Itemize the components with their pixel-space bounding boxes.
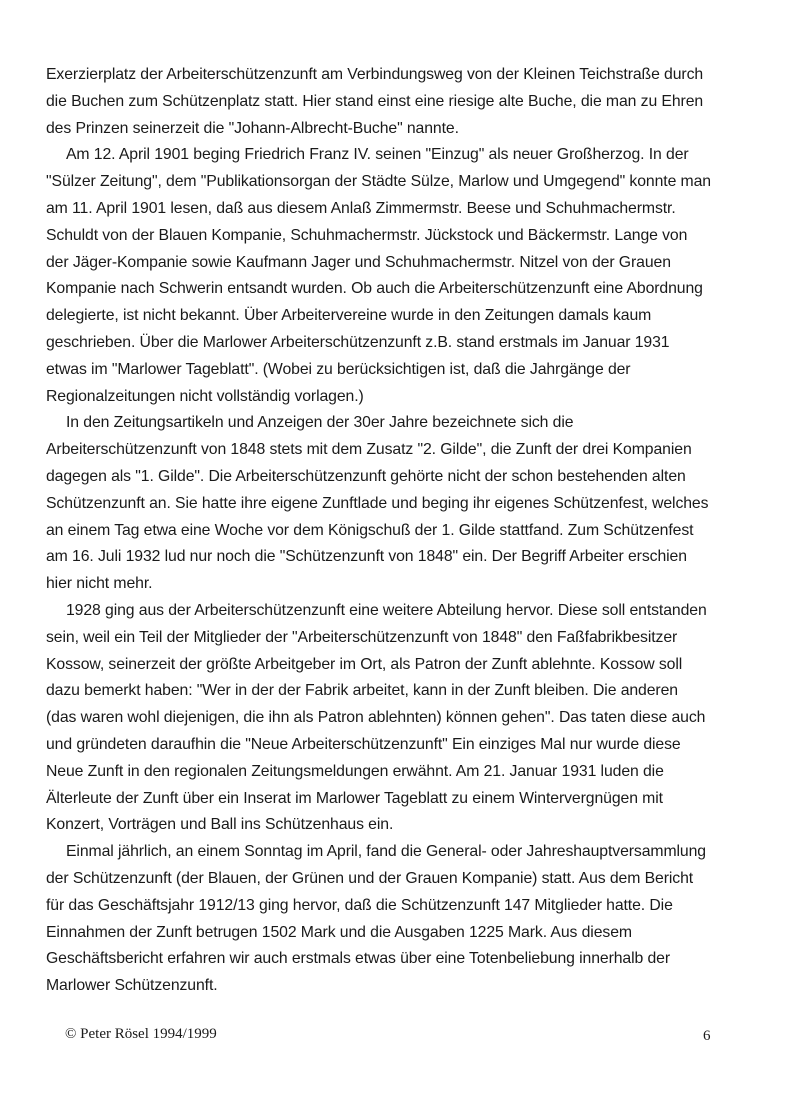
- text-line: geschrieben. Über die Marlower Arbeiterschützenzunft z.B. stand erstmals im Januar 1931: [46, 333, 670, 351]
- paragraph-start-line: Am 12. April 1901 beging Friedrich Franz IV. seinen "Einzug" als neuer Großherzog. In der: [66, 146, 689, 164]
- body-text: [46, 62, 746, 1000]
- text-line: für das Geschäftsjahr 1912/13 ging hervor, daß die Schützenzunft 147 Mitglieder hatte. Die: [46, 896, 673, 914]
- paragraph-start-line: In den Zeitungsartikeln und Anzeigen der 30er Jahre bezeichnete sich die: [66, 414, 574, 432]
- paragraph-start-line: Einmal jährlich, an einem Sonntag im April, fand die General- oder Jahreshauptversammlung: [66, 843, 706, 861]
- text-line: hier nicht mehr.: [46, 575, 153, 593]
- text-line: delegierte, ist nicht bekannt. Über Arbeitervereine wurde in den Zeitungen damals kaum: [46, 307, 652, 325]
- text-line: die Buchen zum Schützenplatz statt. Hier stand einst eine riesige alte Buche, die man zu Ehren: [46, 92, 704, 110]
- text-line: der Jäger-Kompanie sowie Kaufmann Jager und Schuhmachermstr. Nitzel von der Grauen: [46, 253, 671, 271]
- text-line: Konzert, Vorträgen und Ball ins Schützenhaus ein.: [46, 816, 394, 834]
- text-line: dagegen als "1. Gilde". Die Arbeiterschützenzunft gehörte nicht der schon bestehenden alten: [46, 467, 686, 485]
- text-line: Kompanie nach Schwerin entsandt wurden. Ob auch die Arbeiterschützenzunft eine Abordnung: [46, 280, 703, 298]
- text-line: an einem Tag etwa eine Woche vor dem Königschuß der 1. Gilde stattfand. Zum Schützenfest: [46, 521, 694, 539]
- text-line: des Prinzen seinerzeit die "Johann-Albrecht-Buche" nannte.: [46, 119, 459, 137]
- copyright-notice: © Peter Rösel 1994/1999: [65, 1026, 217, 1042]
- text-line: "Sülzer Zeitung", dem "Publikationsorgan der Städte Sülze, Marlow und Umgegend" konnte man: [46, 173, 711, 191]
- text-line: Marlower Schützenzunft.: [46, 977, 218, 995]
- text-line: am 11. April 1901 lesen, daß aus diesem Anlaß Zimmermstr. Beese und Schuhmachermstr.: [46, 199, 676, 217]
- page-number: 6: [703, 1028, 711, 1044]
- text-line: der Schützenzunft (der Blauen, der Grünen und der Grauen Kompanie) statt. Aus dem Bericht: [46, 869, 694, 887]
- text-line: Einnahmen der Zunft betrugen 1502 Mark und die Ausgaben 1225 Mark. Aus diesem: [46, 923, 632, 941]
- paragraph-start-line: 1928 ging aus der Arbeiterschützenzunft eine weitere Abteilung hervor. Diese soll entstanden: [66, 601, 707, 619]
- text-line: Neue Zunft in den regionalen Zeitungsmeldungen erwähnt. Am 21. Januar 1931 luden die: [46, 762, 664, 780]
- text-line: (das waren wohl diejenigen, die ihn als Patron ablehnten) können gehen". Das taten diese auch: [46, 709, 706, 727]
- text-line: Regionalzeitungen nicht vollständig vorlagen.): [46, 387, 364, 405]
- text-line: sein, weil ein Teil der Mitglieder der "Arbeiterschützenzunft von 1848" den Faßfabrikbesitzer: [46, 628, 678, 646]
- text-line: Geschäftsbericht erfahren wir auch erstmals etwas über eine Totenbeliebung innerhalb der: [46, 950, 671, 968]
- text-line: Älterleute der Zunft über ein Inserat im Marlower Tageblatt zu einem Wintervergnügen mit: [46, 789, 663, 807]
- text-line: Exerzierplatz der Arbeiterschützenzunft am Verbindungsweg von der Kleinen Teichstraße durch: [46, 66, 704, 83]
- text-line: Schützenzunft an. Sie hatte ihre eigene Zunftlade und beging ihr eigenes Schützenfest, welches: [46, 494, 709, 512]
- text-line: Arbeiterschützenzunft von 1848 stets mit dem Zusatz "2. Gilde", die Zunft der drei Kompanien: [46, 441, 692, 459]
- text-line: Schuldt von der Blauen Kompanie, Schuhmachermstr. Jückstock und Bäckermstr. Lange von: [46, 226, 688, 244]
- text-line: Kossow, seinerzeit der größte Arbeitgeber im Ort, als Patron der Zunft ablehnte. Kossow soll: [46, 655, 683, 673]
- text-line: und gründeten daraufhin die "Neue Arbeiterschützenzunft" Ein einziges Mal nur wurde diese: [46, 735, 681, 753]
- text-line: etwas im "Marlower Tageblatt". (Wobei zu berücksichtigen ist, daß die Jahrgänge der: [46, 360, 631, 378]
- text-line: dazu bemerkt haben: "Wer in der der Fabrik arbeitet, kann in der Zunft bleiben. Die anderen: [46, 682, 678, 700]
- text-line: am 16. Juli 1932 lud nur noch die "Schützenzunft von 1848" ein. Der Begriff Arbeiter erschien: [46, 548, 687, 566]
